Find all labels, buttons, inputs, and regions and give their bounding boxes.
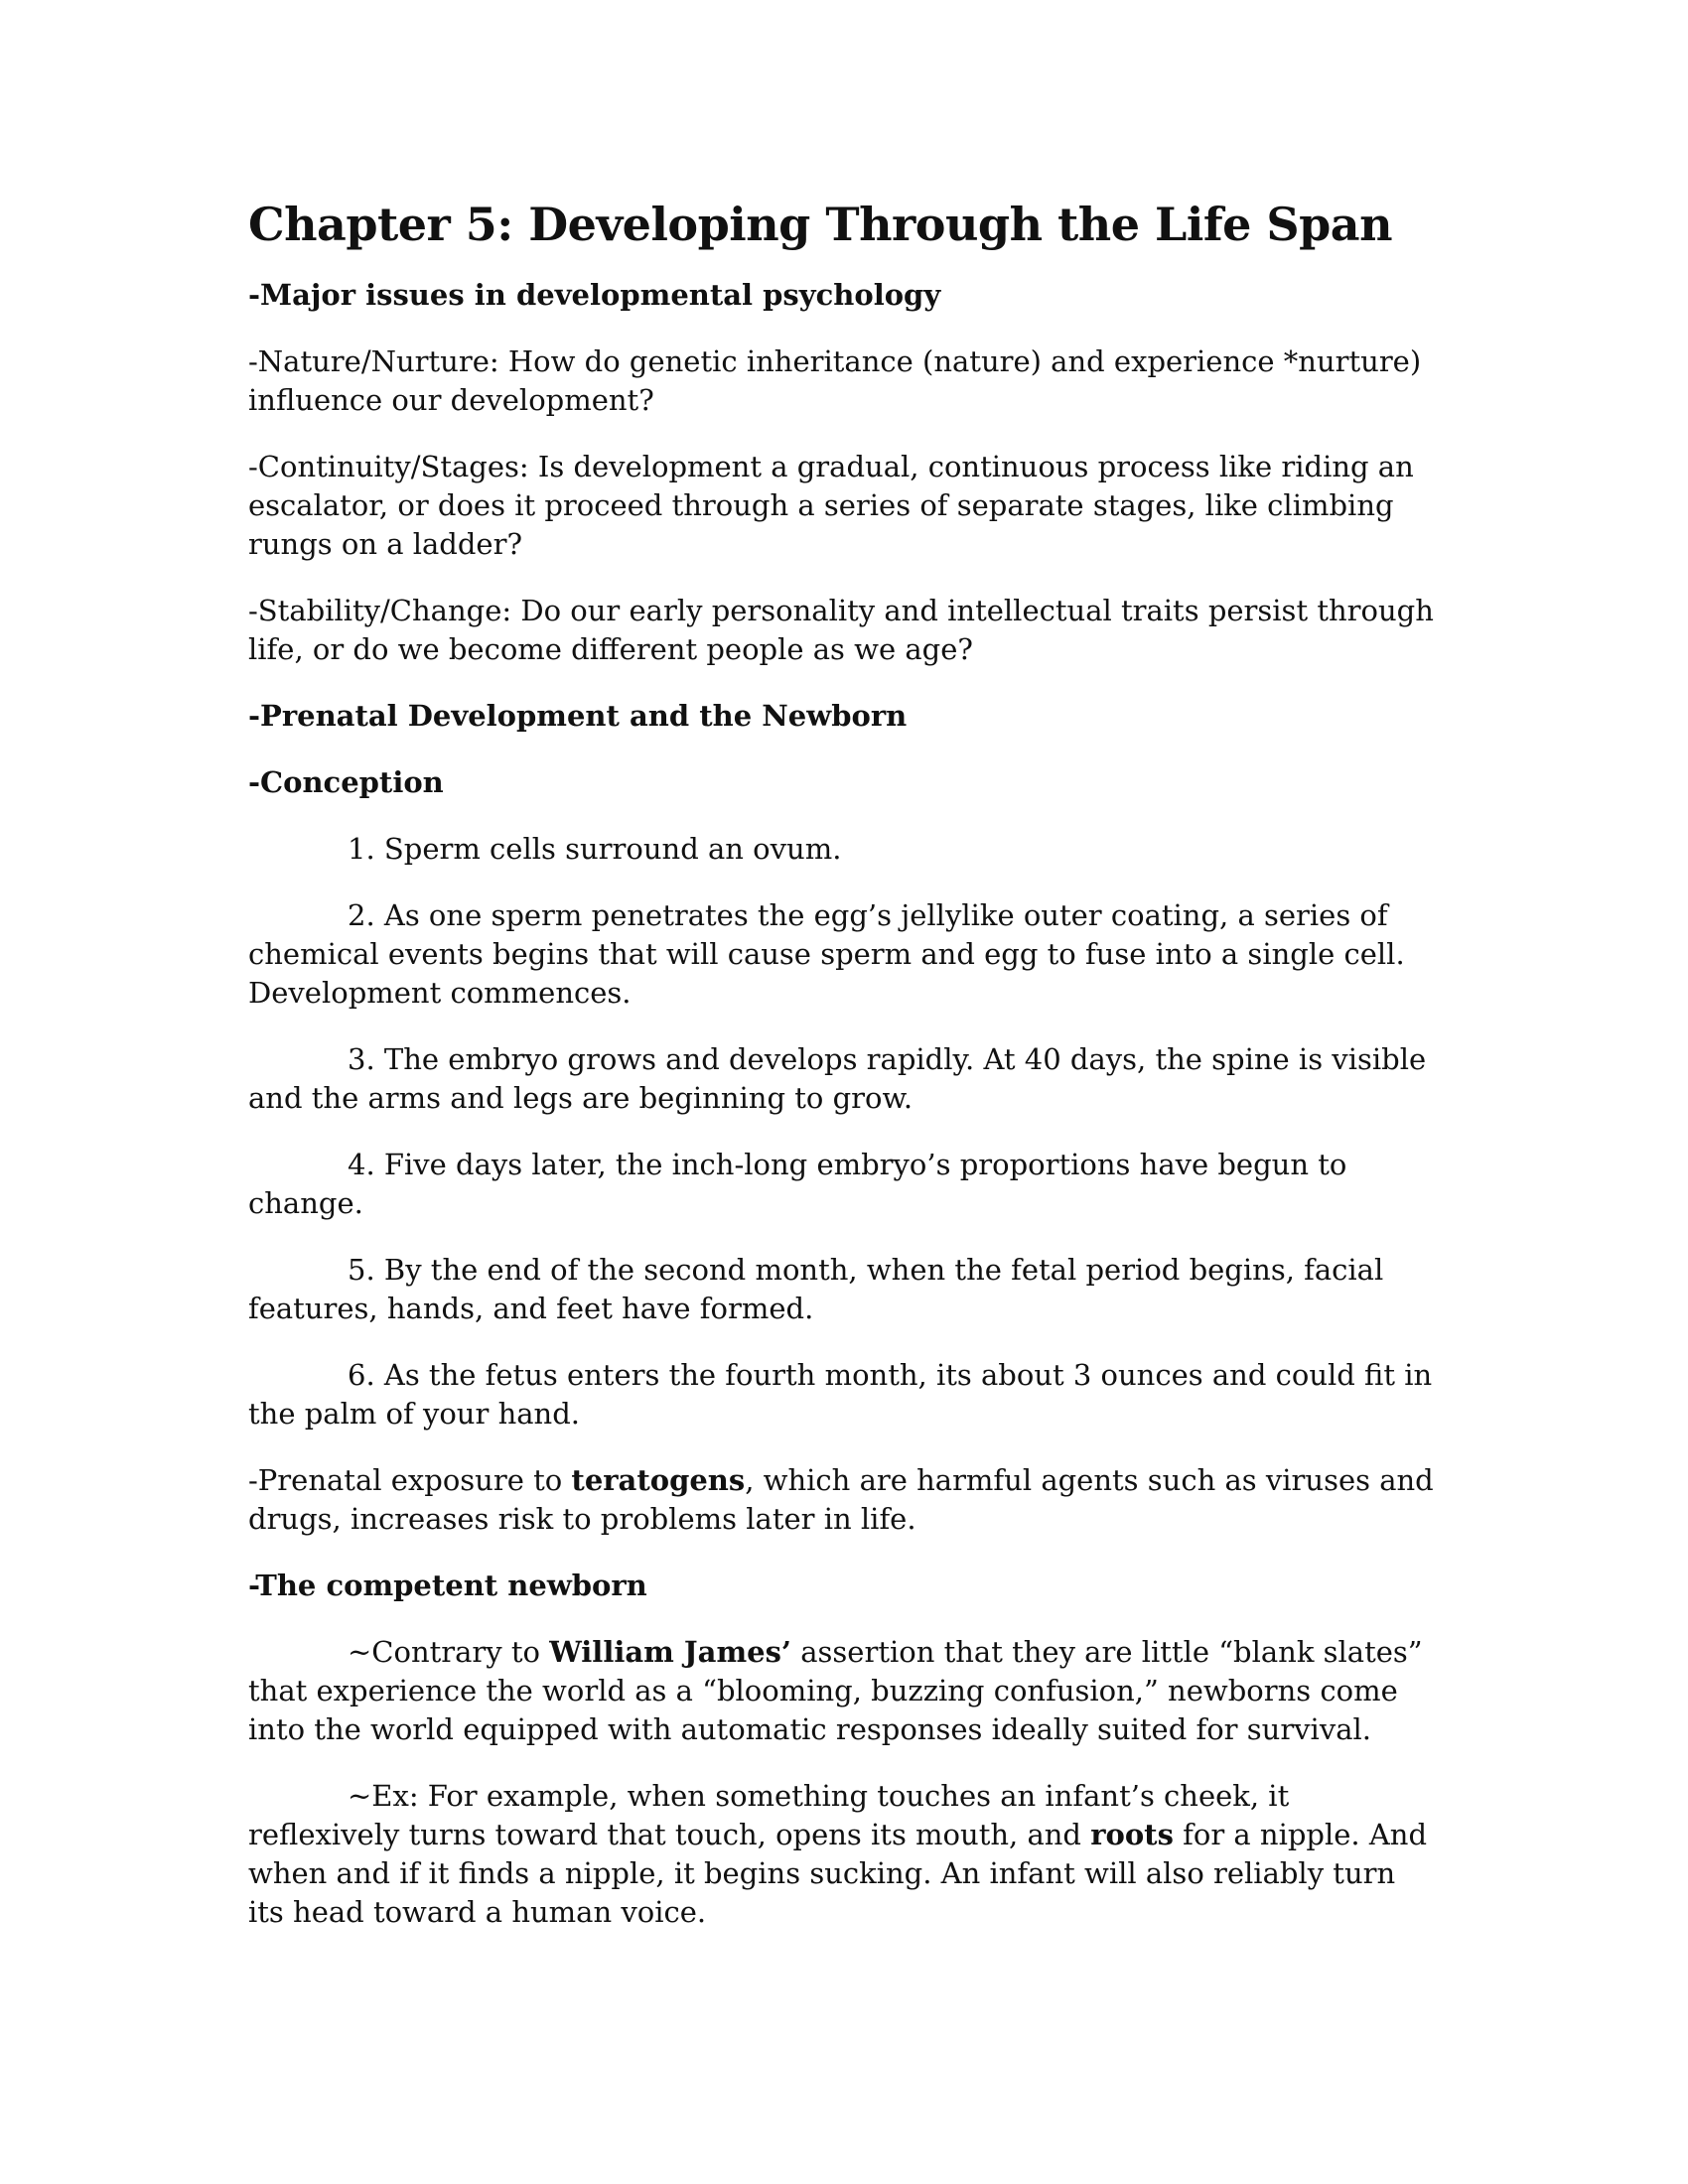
william-james-paragraph [248,1633,1440,1749]
teratogens-paragraph [248,1461,1440,1539]
conception-step-2: 2. As one sperm penetrates the egg’s jellylike outer coating, a series of chemical events begins that will cause sperm and egg to fuse into a single cell. Development commences. [248,898,1405,1010]
roots-term: roots [1090,1818,1174,1851]
roots-text-after: for a nipple. And when and if it finds a nipple, it begins sucking. An infant will also reliably turn its head toward a human voice. [248,1818,1428,1929]
conception-step-5: 5. By the end of the second month, when the fetal period begins, facial features, hands, and feet have formed. [248,1253,1384,1325]
conception-step-1: 1. Sperm cells surround an ovum. [348,832,842,866]
teratogens-text-before: -Prenatal exposure to [248,1463,572,1497]
document-page [248,195,1440,1960]
conception-step-4: 4. Five days later, the inch-long embryo’s proportions have begun to change. [248,1148,1347,1220]
nature-nurture-paragraph: -Nature/Nurture: How do genetic inheritance (nature) and experience *nurture) influence our development? [248,344,1422,417]
teratogens-term: teratogens [571,1463,746,1497]
continuity-stages-paragraph: -Continuity/Stages: Is development a gradual, continuous process like riding an escalator, or does it proceed through a series of separate stages, like climbing rungs on a ladder? [248,450,1414,561]
prenatal-heading: -Prenatal Development and the Newborn [248,699,908,733]
conception-step-6: 6. As the fetus enters the fourth month, its about 3 ounces and could fit in the palm of your hand. [248,1358,1433,1431]
william-james-name: William James’ [549,1635,792,1669]
conception-step-3: 3. The embryo grows and develops rapidly. At 40 days, the spine is visible and the arms and legs are beginning to grow. [248,1042,1427,1115]
conception-heading: -Conception [248,765,444,799]
newborn-heading: -The competent newborn [248,1569,647,1602]
major-issues-heading: -Major issues in developmental psychology [248,278,941,312]
stability-change-paragraph: -Stability/Change: Do our early personality and intellectual traits persist through life, or do we become different people as we age? [248,594,1434,666]
teratogens-text-after: , which are harmful agents such as viruses and drugs, increases risk to problems later in life. [248,1463,1434,1536]
roots-text-before: ~Ex: For example, when something touches an infant’s cheek, it reflexively turns toward that touch, opens its mouth, and [248,1779,1290,1851]
rooting-reflex-paragraph [248,1777,1440,1932]
james-text-after: assertion that they are little “blank slates” that experience the world as a “blooming, buzzing confusion,” newborns come into the world equipped with automatic responses ideally suited for survival. [248,1635,1423,1746]
chapter-title: Chapter 5: Developing Through the Life Span [248,198,1393,251]
james-text-before: ~Contrary to [348,1635,550,1669]
